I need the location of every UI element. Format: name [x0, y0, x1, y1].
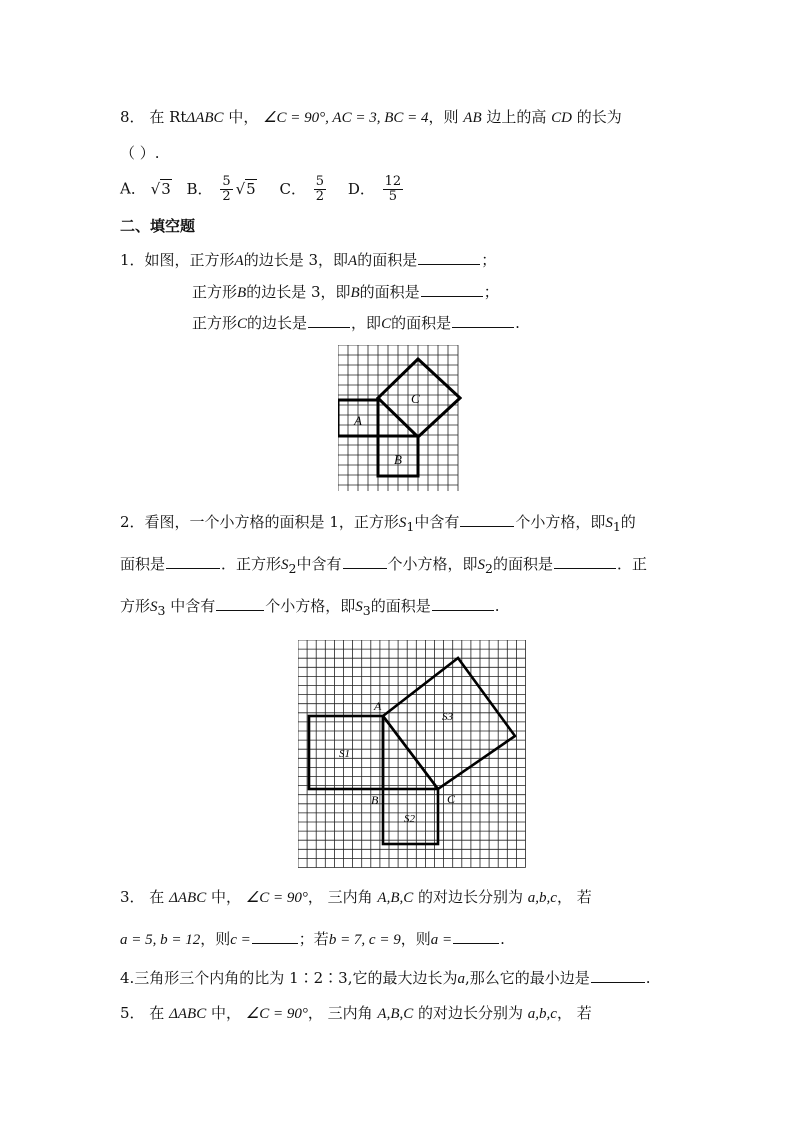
q4-line: 4.三角形三个内角的比为 1∶2∶3,它的最大边长为a,那么它的最小边是 . — [120, 966, 651, 990]
label-s1: S1 — [339, 748, 350, 760]
label-s2: S2 — [404, 813, 415, 825]
q2-line1: 2．看图，一个小方格的面积是 1，正方形$S_1$中含有 个小方格，即$S_1$的 — [120, 510, 636, 538]
square-s3 — [383, 658, 515, 789]
q8-line1: 8． 在 RtΔABC 中， ∠C = 90°, AC = 3, BC = 4，则 AB 边上的高 CD 的长为 — [120, 108, 622, 126]
q1-line2: 正方形B的边长是 3，即B的面积是 ； — [192, 280, 499, 304]
label-c: C — [447, 792, 456, 806]
frac-c: $\frac{5}{2}$ — [315, 174, 325, 204]
label-b: B — [371, 793, 379, 807]
q8-paren: （ ）. — [120, 144, 160, 162]
q3-line1: 3． 在 ΔABC 中， ∠C = 90°， 三内角 A,B,C 的对边长分别为 a,b,c， 若 — [120, 888, 592, 906]
q1-line1: 1．如图，正方形A的边长是 3，即A的面积是 ； — [120, 248, 496, 272]
figure-1-grid — [338, 345, 462, 491]
q8-number: 8． — [120, 108, 145, 126]
figure-2-grid — [298, 640, 526, 868]
label-a: A — [374, 699, 382, 713]
q1-line3: 正方形C的边长是 ，即C的面积是 . — [192, 311, 520, 335]
q2-line3: 方形$S_3$ 中含有 个小方格，即$S_3$的面积是 . — [120, 594, 500, 622]
label-b: B — [394, 452, 402, 467]
q5-line1: 5． 在 ΔABC 中， ∠C = 90°， 三内角 A,B,C 的对边长分别为 a,b,c， 若 — [120, 1004, 592, 1022]
q8-options: A． √3 B． $\frac{5}{2}$ √5 C． $\frac{5}{2}$ D． $\frac{12}{5}$ — [120, 174, 402, 204]
option-c: C． — [279, 179, 306, 198]
option-b: B． — [186, 179, 213, 198]
option-a: A． — [120, 179, 146, 198]
label-c: C — [411, 391, 420, 406]
label-s3: S3 — [442, 711, 453, 723]
q2-line2: 面积是 ．正方形$S_2$中含有 个小方格，即$S_2$的面积是 ．正 — [120, 552, 647, 580]
sqrt-3: √3 — [150, 179, 171, 198]
frac-b: $\frac{5}{2}$ — [222, 174, 231, 204]
q3-line2: a = 5, b = 12，则c = ；若b = 7, c = 9，则a = . — [120, 927, 505, 951]
section-title: 二、填空题 — [120, 217, 196, 235]
frac-d: $\frac{12}{5}$ — [384, 174, 402, 204]
label-a: A — [354, 413, 362, 428]
option-d: D． — [347, 179, 375, 198]
